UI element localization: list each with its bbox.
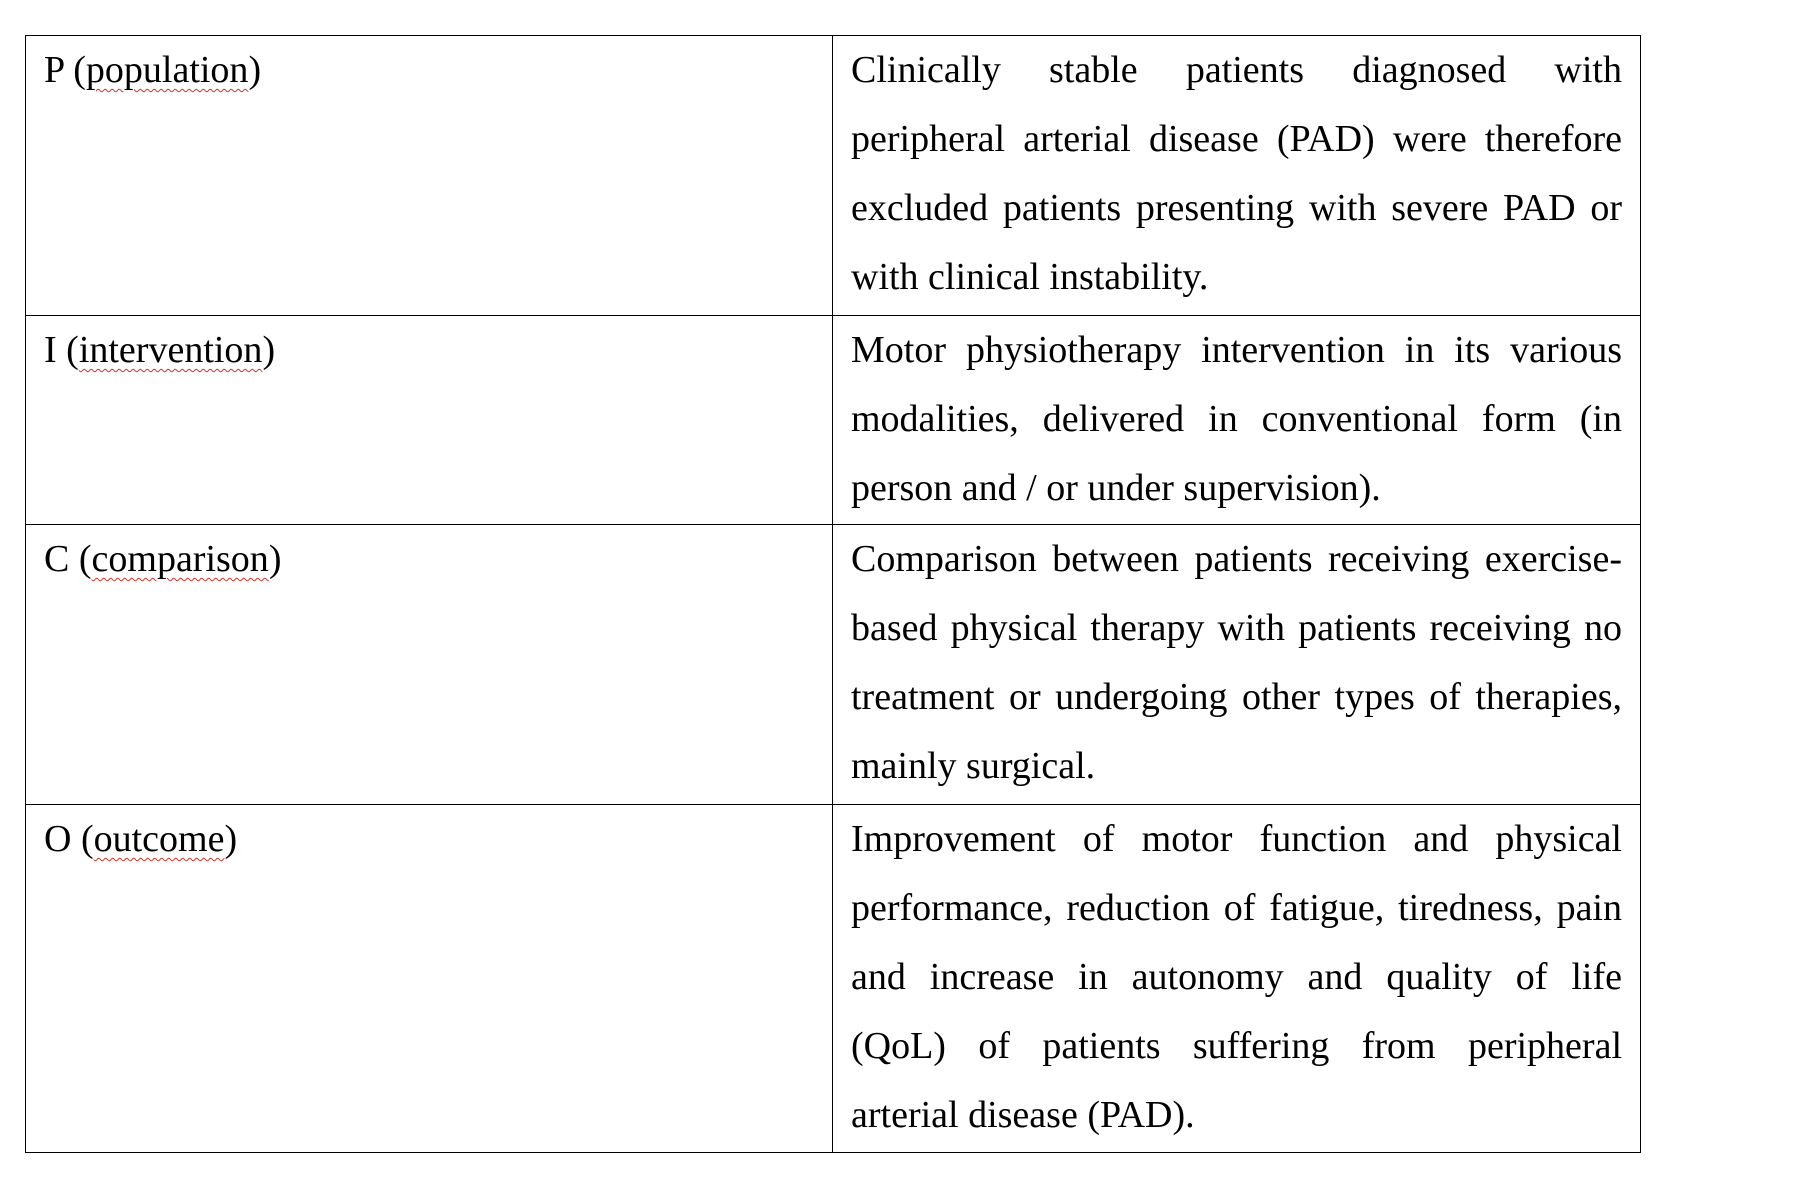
label-cell: P (population) <box>26 36 833 316</box>
description-cell: Motor physiotherapy intervention in its various modalities, delivered in conventional form (in person and / or under supervision). <box>833 316 1641 525</box>
pico-letter: C <box>44 538 70 580</box>
table-row-outcome <box>26 805 1641 1153</box>
pico-term: population <box>85 49 249 91</box>
pico-letter: P <box>44 49 64 91</box>
pico-term: intervention <box>78 329 263 371</box>
table-row-population <box>26 36 1641 316</box>
description-cell: Clinically stable patients diagnosed with peripheral arterial disease (PAD) were therefore excluded patients presenting with severe PAD or with clinical instability. <box>833 36 1641 316</box>
pico-letter: I <box>44 329 57 371</box>
label-cell: I (intervention) <box>26 316 833 525</box>
pico-letter: O <box>44 818 72 860</box>
pico-term: outcome <box>93 818 225 860</box>
description-cell: Improvement of motor function and physical performance, reduction of fatigue, tiredness, pain and increase in autonomy and quality of life (QoL) of patients suffering from peripheral arterial disease (PAD). <box>833 805 1641 1153</box>
description-cell: Comparison between patients receiving exercise-based physical therapy with patients receiving no treatment or undergoing other types of therapies, mainly surgical. <box>833 525 1641 805</box>
pico-table <box>25 35 1641 1153</box>
label-cell: O (outcome) <box>26 805 833 1153</box>
pico-term: comparison <box>91 538 269 580</box>
table-row-intervention <box>26 316 1641 525</box>
table-row-comparison <box>26 525 1641 805</box>
label-cell: C (comparison) <box>26 525 833 805</box>
